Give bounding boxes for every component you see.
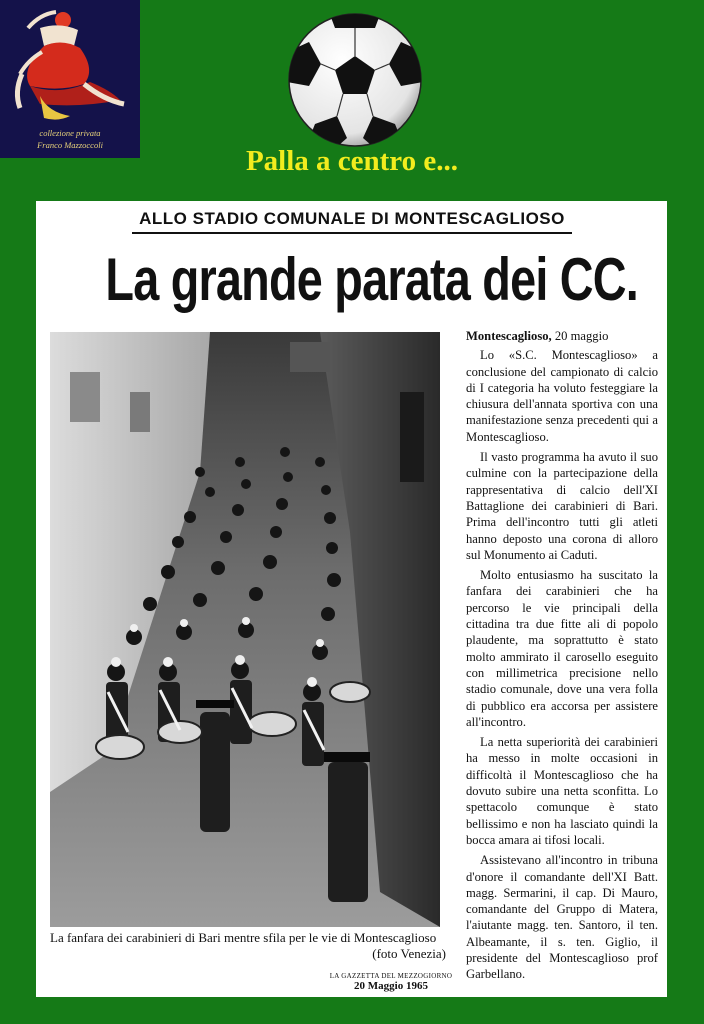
masthead-name: LA GAZZETTA DEL MEZZOGIORNO: [329, 972, 453, 980]
photo-credit: (foto Venezia): [372, 946, 446, 961]
article-paragraph: Assistevano all'incontro in tribuna d'onore il comandante dell'XI Batt. magg. Sermarini, il cap. Di Mauro, comandante del Gruppo di Matera, l'aiutante magg. ten. Santoro, il ten. Albeamante, il s. ten. Giglio, il presidente del Montescaglioso prof Garbellano.: [466, 853, 658, 982]
dateline-place: Montescaglioso,: [466, 329, 552, 343]
article-paragraph: Il vasto programma ha avuto il suo culmine con la partecipazione della rappresentativa di calcio dell'XI Battaglione dei carabinieri di Bari. Prima dell'incontro tutti gli atleti hanno deposto una corona di alloro sul Monumento ai Caduti.: [466, 450, 658, 562]
photo-caption-text: La fanfara dei carabinieri di Bari mentre sfila per le vie di Montescaglioso: [50, 930, 437, 945]
article-dateline: [466, 328, 658, 344]
page-header-title: Palla a centro e...: [245, 145, 459, 177]
logo-caption-line2: Franco Mazzoccoli: [37, 140, 103, 150]
collection-logo: [0, 0, 140, 158]
article-paragraph: Molto entusiasmo ha suscitato la fanfara dei carabinieri che ha percorso le vie principali della cittadina tra due fitte ali di popolo plaudente, ma soprattutto è stato molto ammirato il carosello eseguito con millimetrica precisione nello stadio comunale, dove una vera folla di pubblico era accorsa per assistere all'incontro.: [466, 568, 658, 729]
band-parade-image: [50, 332, 440, 927]
article-kicker: ALLO STADIO COMUNALE DI MONTESCAGLIOSO: [132, 209, 572, 234]
dancer-logo-icon: [0, 0, 140, 130]
article-paragraph: Lo «S.C. Montescaglioso» a conclusione del campionato di calcio di I categoria ha voluto festeggiare la chiusura dell'annata sportiva con una manifestazione senza precedenti qui a Montescaglioso.: [466, 348, 658, 444]
article-body: [466, 328, 658, 987]
article-title: La grande parata dei CC.: [105, 246, 639, 313]
parade-photo: [50, 332, 440, 927]
newspaper-clipping: [36, 201, 667, 997]
logo-caption-line1: collezione privata: [39, 128, 101, 138]
newspaper-masthead: [326, 972, 456, 992]
photo-caption: [50, 930, 446, 962]
dateline-date: 20 maggio: [554, 329, 609, 343]
issue-date: 20 Maggio 1965: [354, 980, 428, 992]
article-paragraph: La netta superiorità dei carabinieri ha messo in molte occasioni in difficoltà il Montescaglioso che ha dovuto subire una netta sconfitta. Lo spettacolo comunque è stato bellissimo e non ha lasciato quindi la bocca amara ai tifosi locali.: [466, 735, 658, 847]
soccer-ball-icon: [287, 12, 423, 148]
